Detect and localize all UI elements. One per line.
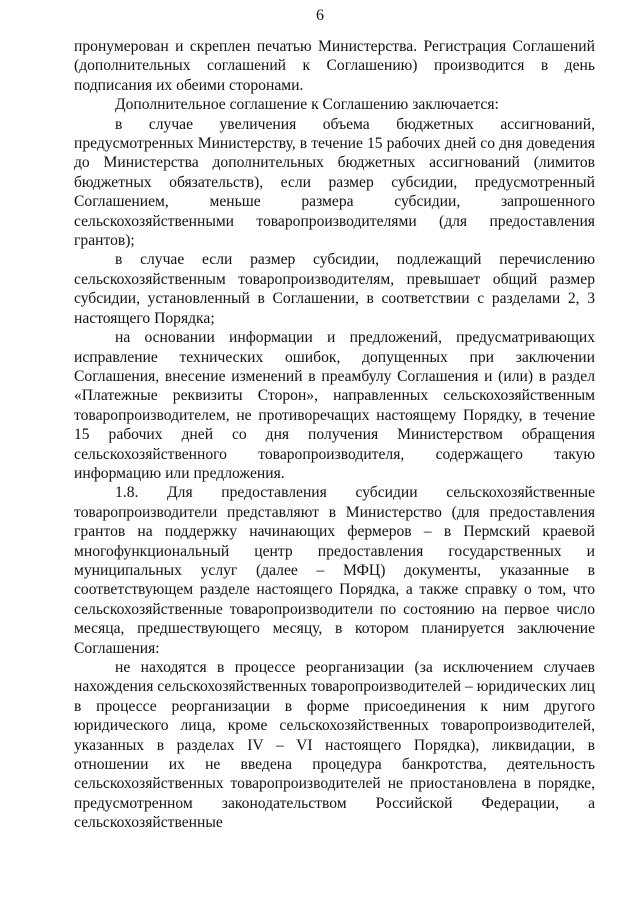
paragraph-not-in-reorganization: не находятся в процессе реорганизации (за исключением случаев нахождения сельскохозяйственных товаропроизводителей – юридических лиц в процессе реорганизации в форме присоединения к ним другого юридического лица, кроме сельскохозяйственных товаропроизводителей, указанных в разделах IV – VI настоящего Порядка), ликвидации, в отношении их не введена процедура банкротства, деятельность сельскохозяйственных товаропроизводителей не приостановлена в порядке, предусмотренном законодательством Российской Федерации, а сельскохозяйственные [74, 659, 595, 832]
paragraph-section-1-8: 1.8. Для предоставления субсидии сельскохозяйственные товаропроизводители представляют в Министерство (для предоставления грантов на поддержку начинающих фермеров – в Пермский краевой многофункциональный центр предоставления государственных и муниципальных услуг (далее – МФЦ) документы, указанные в соответствующем разделе настоящего Порядка, а также справку о том, что сельскохозяйственные товаропроизводители по состоянию на первое число месяца, предшествующего месяцу, в котором планируется заключение Соглашения: [74, 484, 595, 657]
paragraph-budget-increase: в случае увеличения объема бюджетных ассигнований, предусмотренных Министерству, в течение 15 рабочих дней со дня доведения до Министерства дополнительных бюджетных ассигнований (лимитов бюджетных обязательств), если размер субсидии, предусмотренный Соглашением, меньше размера субсидии, запрошенного сельскохозяйственными товаропроизводителями (для предоставления грантов); [74, 115, 595, 250]
paragraph-registration: пронумерован и скреплен печатью Министерства. Регистрация Соглашений (дополнительных соглашений к Соглашению) производится в день подписания их обеими сторонами. [74, 38, 595, 94]
document-body [74, 37, 595, 833]
paragraph-technical-errors: на основании информации и предложений, предусматривающих исправление технических ошибок, допущенных при заключении Соглашения, внесение изменений в преамбулу Соглашения и (или) в раздел «Платежные реквизиты Сторон», направленных сельскохозяйственным товаропроизводителем, не противоречащих настоящему Порядку, в течение 15 рабочих дней со дня получения Министерством обращения сельскохозяйственного товаропроизводителя, содержащего такую информацию или предложения. [74, 329, 595, 482]
paragraph-subsidy-exceeds: в случае если размер субсидии, подлежащий перечислению сельскохозяйственным товаропроизводителям, превышает общий размер субсидии, установленный в Соглашении, в соответствии с разделами 2, 3 настоящего Порядка; [74, 251, 595, 327]
page-number: 6 [316, 7, 324, 24]
paragraph-additional-agreement-intro: Дополнительное соглашение к Соглашению заключается: [115, 96, 499, 114]
